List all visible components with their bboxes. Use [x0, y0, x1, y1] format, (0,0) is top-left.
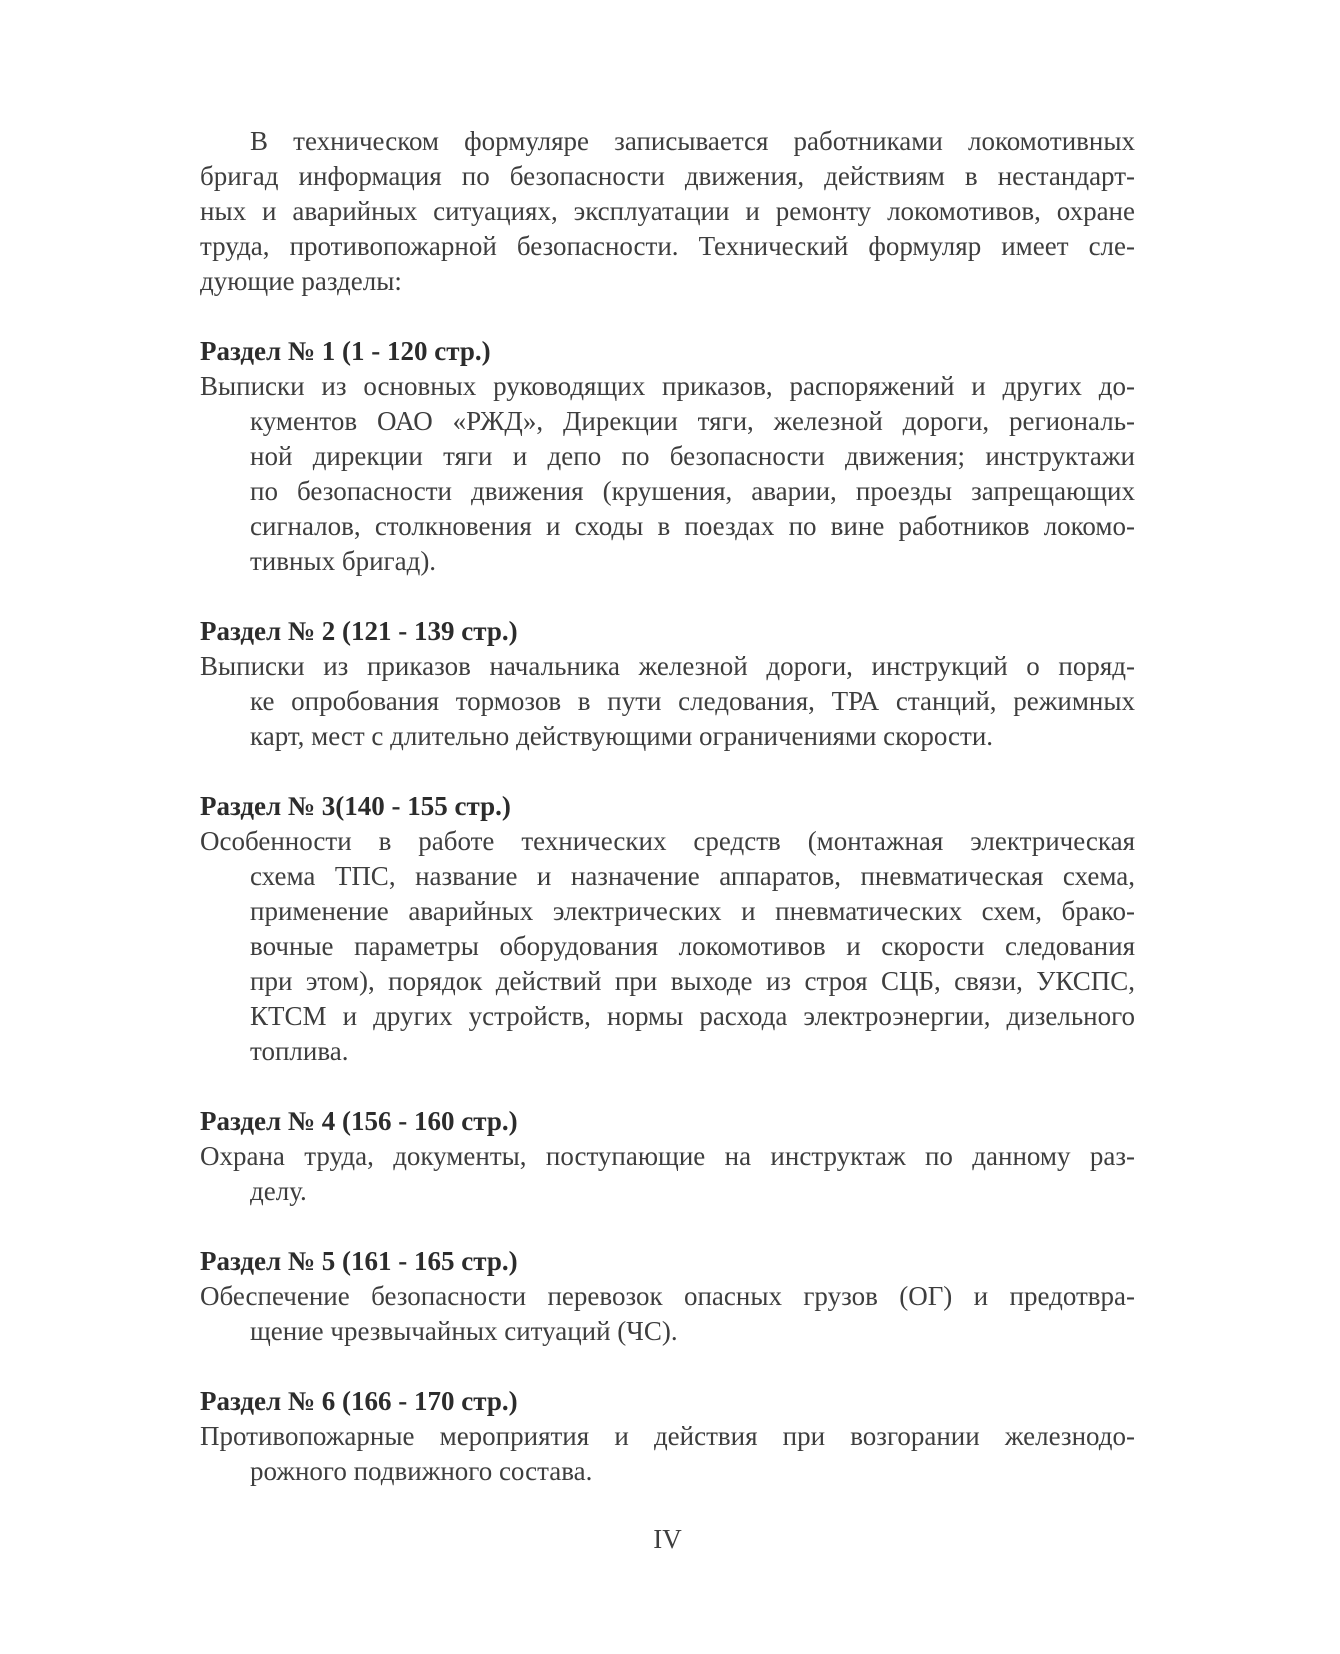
- intro-paragraph: [200, 124, 1135, 299]
- page-content: [200, 124, 1135, 1557]
- section-heading: Раздел № 4 (156 - 160 стр.): [200, 1106, 518, 1136]
- body-line: тивных бригад).: [250, 546, 437, 576]
- body-line: ной дирекции тяги и депо по безопасности движения; инструктажи: [250, 441, 1135, 471]
- body-line: Выписки из основных руководящих приказов, распоряжений и других до-: [200, 371, 1135, 401]
- body-line: Особенности в работе технических средств (монтажная электрическая: [200, 826, 1135, 856]
- body-line: вочные параметры оборудования локомотивов и скорости следования: [250, 931, 1135, 961]
- body-line: при этом), порядок действий при выходе из строя СЦБ, связи, УКСПС,: [250, 966, 1135, 996]
- body-line: кументов ОАО «РЖД», Дирекции тяги, железной дороги, региональ-: [250, 406, 1135, 436]
- body-line: ке опробования тормозов в пути следования, ТРА станций, режимных: [250, 686, 1135, 716]
- section-heading: Раздел № 1 (1 - 120 стр.): [200, 336, 491, 366]
- body-line: топлива.: [250, 1036, 349, 1066]
- section-heading: Раздел № 5 (161 - 165 стр.): [200, 1246, 518, 1276]
- body-line: КТСМ и других устройств, нормы расхода электроэнергии, дизельного: [250, 1001, 1135, 1031]
- section-block-6: [200, 1384, 1135, 1489]
- body-line: сигналов, столкновения и сходы в поездах по вине работников локомо-: [250, 511, 1135, 541]
- section-block-1: [200, 334, 1135, 579]
- section-heading: Раздел № 2 (121 - 139 стр.): [200, 616, 518, 646]
- body-line: применение аварийных электрических и пневматических схем, брако-: [250, 896, 1135, 926]
- intro-line: бригад информация по безопасности движения, действиям в нестандарт-: [200, 161, 1135, 191]
- body-line: рожного подвижного состава.: [250, 1456, 593, 1486]
- body-line: делу.: [250, 1176, 307, 1206]
- section-block-3: [200, 789, 1135, 1069]
- intro-line: ных и аварийных ситуациях, эксплуатации и ремонту локомотивов, охране: [200, 196, 1135, 226]
- section-block-2: [200, 614, 1135, 754]
- section-block-5: [200, 1244, 1135, 1349]
- body-line: схема ТПС, название и назначение аппаратов, пневматическая схема,: [250, 861, 1135, 891]
- section-heading: Раздел № 6 (166 - 170 стр.): [200, 1386, 518, 1416]
- body-line: Противопожарные мероприятия и действия при возгорании железнодо-: [200, 1421, 1135, 1451]
- intro-line: труда, противопожарной безопасности. Технический формуляр имеет сле-: [200, 231, 1135, 261]
- body-line: Обеспечение безопасности перевозок опасных грузов (ОГ) и предотвра-: [200, 1281, 1135, 1311]
- body-line: Охрана труда, документы, поступающие на инструктаж по данному раз-: [200, 1141, 1135, 1171]
- body-line: карт, мест с длительно действующими ограничениями скорости.: [250, 721, 994, 751]
- body-line: Выписки из приказов начальника железной дороги, инструкций о поряд-: [200, 651, 1135, 681]
- intro-line: дующие разделы:: [200, 266, 402, 296]
- intro-line: В техническом формуляре записывается работниками локомотивных: [250, 126, 1135, 156]
- body-line: по безопасности движения (крушения, аварии, проезды запрещающих: [250, 476, 1135, 506]
- section-block-4: [200, 1104, 1135, 1209]
- page-number: IV: [653, 1524, 682, 1554]
- section-heading: Раздел № 3(140 - 155 стр.): [200, 791, 511, 821]
- body-line: щение чрезвычайных ситуаций (ЧС).: [250, 1316, 678, 1346]
